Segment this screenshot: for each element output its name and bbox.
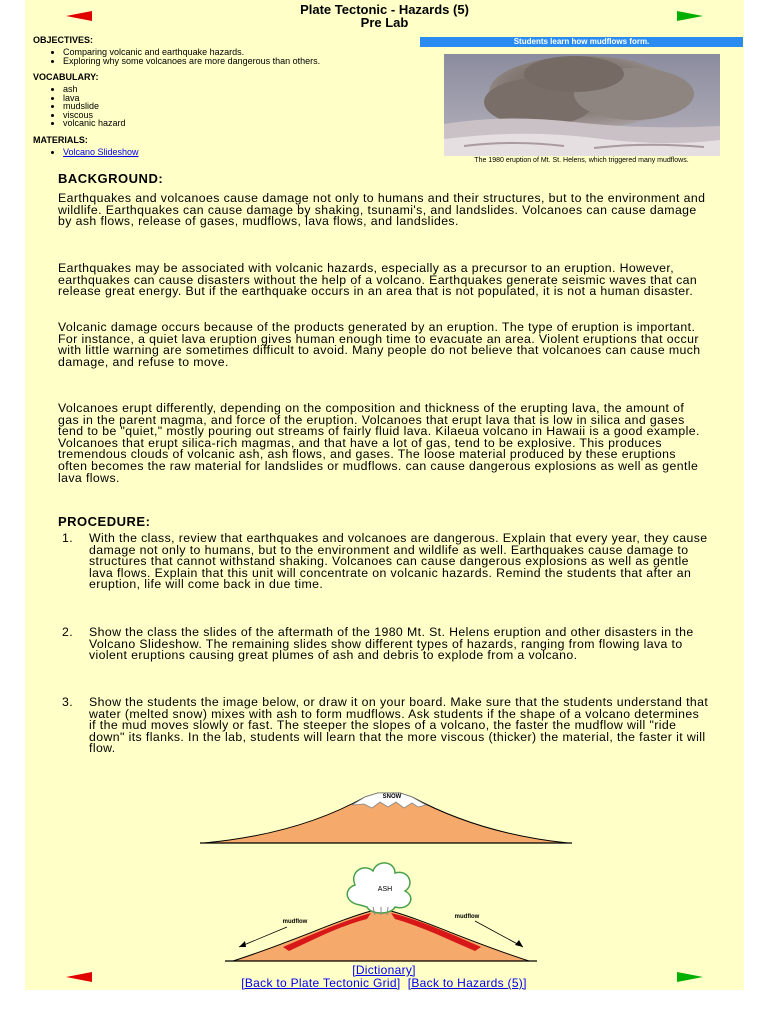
title-line-1: Plate Tectonic - Hazards (5) <box>300 2 469 17</box>
page-title <box>25 3 744 29</box>
vocabulary-item: • volcanic hazard <box>63 119 393 128</box>
objective-item: • Comparing volcanic and earthquake hazards. <box>63 48 393 57</box>
objective-item: • Exploring why some volcanoes are more dangerous than others. <box>63 57 363 66</box>
vocabulary-heading: VOCABULARY: <box>33 72 99 82</box>
dictionary-link-row <box>0 964 768 976</box>
step-number: 2. <box>62 625 74 639</box>
background-paragraph-4: Volcanoes erupt differently, depending on the composition and thickness of the erupting lava, the amount of gas in the parent magma, and force of the eruption. Volcanoes that erupt lava that is low in silica and gases tend to be "quiet," mostly pouring out streams of fairly fluid lava. Kilaeua volcano in Hawaii is a good example. Volcanoes that erupt silica-rich magmas, and that have a lot of gas, tend to be explosive. This produces tremendous clouds of volcanic ash, ash flows, and gases. The loose material produced by these eruptions often becomes the raw material for landslides or mudflows. can cause dangerous explosions as well as gentle lava flows. <box>58 401 700 485</box>
vocabulary-list <box>33 85 393 128</box>
objectives-list <box>33 48 393 65</box>
vocabulary-item: • ash <box>63 85 393 94</box>
vocabulary-item: • viscous <box>63 111 393 120</box>
step-text: Show the students the image below, or draw it on your board. Make sure that the students understand that water (melted snow) mixes with ash to form mudflows. Ask students if the shape of a volcano determines if the mud moves slowly or fast. The steeper the slopes of a volcano, the faster the mudflow will "ride down" its flanks. In the lab, students will learn that the more viscous (thicker) the material, the faster it will flow. <box>89 695 709 756</box>
step-number: 3. <box>62 695 74 709</box>
vocabulary-item: • lava <box>63 94 393 103</box>
background-paragraph-3: Volcanic damage occurs because of the products generated by an eruption. The type of eruption is important. For instance, a quiet lava eruption gives human enough time to evacuate an area. Violent eruptions that occur with little warning are sometimes difficult to avoid. Many people do not believe that volcanoes can cause much damage, and refuse to move. <box>58 320 701 369</box>
background-paragraph-2: Earthquakes may be associated with volcanic hazards, especially as a precursor to an eruption. However, earthquakes can cause disasters without the help of a volcano. Earthquakes generate seismic waves that can release great energy. But if the earthquake occurs in an area that is not populated, it is not a human disaster. <box>58 261 698 299</box>
snow-volcano-diagram <box>200 785 572 845</box>
figure-banner: Students learn how mudflows form. <box>420 37 743 47</box>
step-text: With the class, review that earthquakes and volcanoes are dangerous. Explain that every year, they cause damage not only to humans, but to the environment and wildlife as well. Earthquakes cause damage to structures that cannot withstand shaking. Volcanoes can cause dangerous explosions as well as gentle lava flows. Explain that this unit will concentrate on volcanic hazards. Remind the students that after an eruption, life will come back in due time. <box>89 531 708 592</box>
ash-label: ASH <box>377 886 393 893</box>
mudflow-volcano-diagram <box>225 855 537 967</box>
background-heading: BACKGROUND: <box>58 171 164 186</box>
eruption-photo <box>444 54 720 156</box>
lesson-overview <box>33 36 393 161</box>
procedure-heading: PROCEDURE: <box>58 514 151 529</box>
objectives-heading: OBJECTIVES: <box>33 35 94 45</box>
step-text: Show the class the slides of the aftermath of the 1980 Mt. St. Helens eruption and other disasters in the Volcano Slideshow. The remaining slides show different types of hazards, ranging from flowing lava to violent eruptions causing great plumes of ash and debris to explode from a volcano. <box>89 625 694 663</box>
figure-caption: The 1980 eruption of Mt. St. Helens, which triggered many mudflows. <box>474 157 689 164</box>
mudflow-label-right: mudflow <box>454 914 480 920</box>
materials-heading: MATERIALS: <box>33 134 88 145</box>
background-paragraph-1: Earthquakes and volcanoes cause damage not only to humans and their structures, but to the environment and wildlife. Earthquakes can cause damage by shaking, tsunami's, and landslides. Volcanoes can cause damage by ash flows, release of gases, mudflows, lava flows, and landslides. <box>58 191 706 229</box>
mudflow-label-left: mudflow <box>282 919 308 925</box>
back-links-row <box>0 977 768 989</box>
vocabulary-item: • mudslide <box>63 102 393 111</box>
snow-label: SNOW <box>382 794 402 800</box>
back-to-grid-link[interactable]: [Back to Plate Tectonic Grid] <box>241 976 401 990</box>
volcano-slideshow-link[interactable]: Volcano Slideshow <box>63 146 139 157</box>
title-line-2: Pre Lab <box>360 15 409 30</box>
back-to-hazards-link[interactable]: [Back to Hazards (5)] <box>407 976 527 990</box>
materials-item <box>63 148 393 157</box>
materials-list <box>33 148 393 157</box>
step-number: 1. <box>62 531 74 545</box>
dictionary-link[interactable]: [Dictionary] <box>352 963 416 977</box>
mudflow-arrow-right <box>475 921 523 947</box>
